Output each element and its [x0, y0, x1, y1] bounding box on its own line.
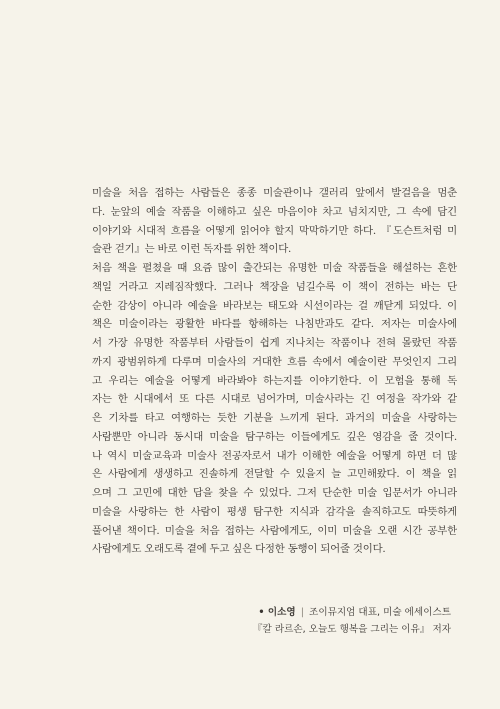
text-line: 책은 미술이라는 광활한 바다를 항해하는 나침반과도 같다. 저자는 미술사에 [92, 318, 457, 331]
text-line: 사람에게도 오래도록 곁에 두고 싶은 다정한 동행이 되어줄 것이다. [92, 543, 386, 556]
text-line: 서 가장 유명한 작품부터 사람들이 쉽게 지나치는 작품이나 전혀 몰랐던 작품 [92, 337, 457, 349]
text-line: 으며 그 고민에 대한 답을 찾을 수 있었다. 그저 단순한 미술 입문서가 아니라 [92, 487, 457, 499]
text-line: 책일 거라고 지레짐작했다. 그러나 책장을 넘길수록 이 책이 전하는 바는 단 [92, 280, 457, 293]
endorsement-credit [253, 604, 451, 638]
endorsement-text [92, 184, 457, 559]
credit-line-work: 『칼 라르손, 오늘도 행복을 그리는 이유』 저자 [252, 624, 451, 635]
text-line: 고 우리는 예술을 어떻게 바라봐야 하는지를 이야기한다. 이 모험을 통해 독 [92, 374, 457, 387]
text-line: 처음 책을 펼쳤을 때 요즘 많이 출간되는 유명한 미술 작품들을 해설하는 흔한 [92, 262, 457, 274]
text-line: 까지 광범위하게 다루며 미술사의 거대한 흐름 속에서 예술이란 무엇인지 그리 [92, 355, 457, 368]
text-line: 술관 걷기』는 바로 이런 독자를 위한 책이다. [92, 243, 292, 256]
credit-line-author [253, 604, 451, 621]
author-role: 조이뮤지엄 대표, 미술 에세이스트 [309, 607, 451, 618]
credit-separator: | [300, 607, 304, 618]
text-line: 다. 눈앞의 예술 작품을 이해하고 싶은 마음이야 차고 넘치지만, 그 속에 담긴 [92, 205, 457, 218]
text-line: 순한 감상이 아니라 예술을 바라보는 태도와 시선이라는 걸 깨닫게 되었다. 이 [92, 299, 457, 312]
text-line: 미술을 처음 접하는 사람들은 종종 미술관이나 갤러리 앞에서 발걸음을 멈춘 [92, 187, 457, 199]
text-line: 사람뿐만 아니라 동시대 미술을 탐구하는 이들에게도 깊은 영감을 줄 것이다. [92, 430, 457, 443]
text-line: 자는 한 시대에서 또 다른 시대로 넘어가며, 미술사라는 긴 여정을 작가와 같 [92, 393, 457, 406]
author-name: • 이소영 [258, 607, 296, 618]
text-line: 이야기와 시대적 흐름을 어떻게 읽어야 할지 막막하기만 하다. 『도슨트처럼 미 [92, 224, 457, 237]
text-line: 은 사람에게 생생하고 진솔하게 전달할 수 있을지 늘 고민해왔다. 이 책을 읽 [92, 468, 457, 481]
text-line: 은 기차를 타고 여행하는 듯한 기분을 느끼게 된다. 과거의 미술을 사랑하는 [92, 412, 457, 424]
text-line: 풀어낸 책이다. 미술을 처음 접하는 사람에게도, 이미 미술을 오랜 시간 공부한 [92, 524, 457, 537]
text-line: 미술을 사랑하는 한 사람이 평생 탐구한 지식과 감각을 솔직하고도 따뜻하게 [92, 505, 457, 518]
text-line: 나 역시 미술교육과 미술사 전공자로서 내가 이해한 예술을 어떻게 하면 더 많 [92, 449, 457, 462]
